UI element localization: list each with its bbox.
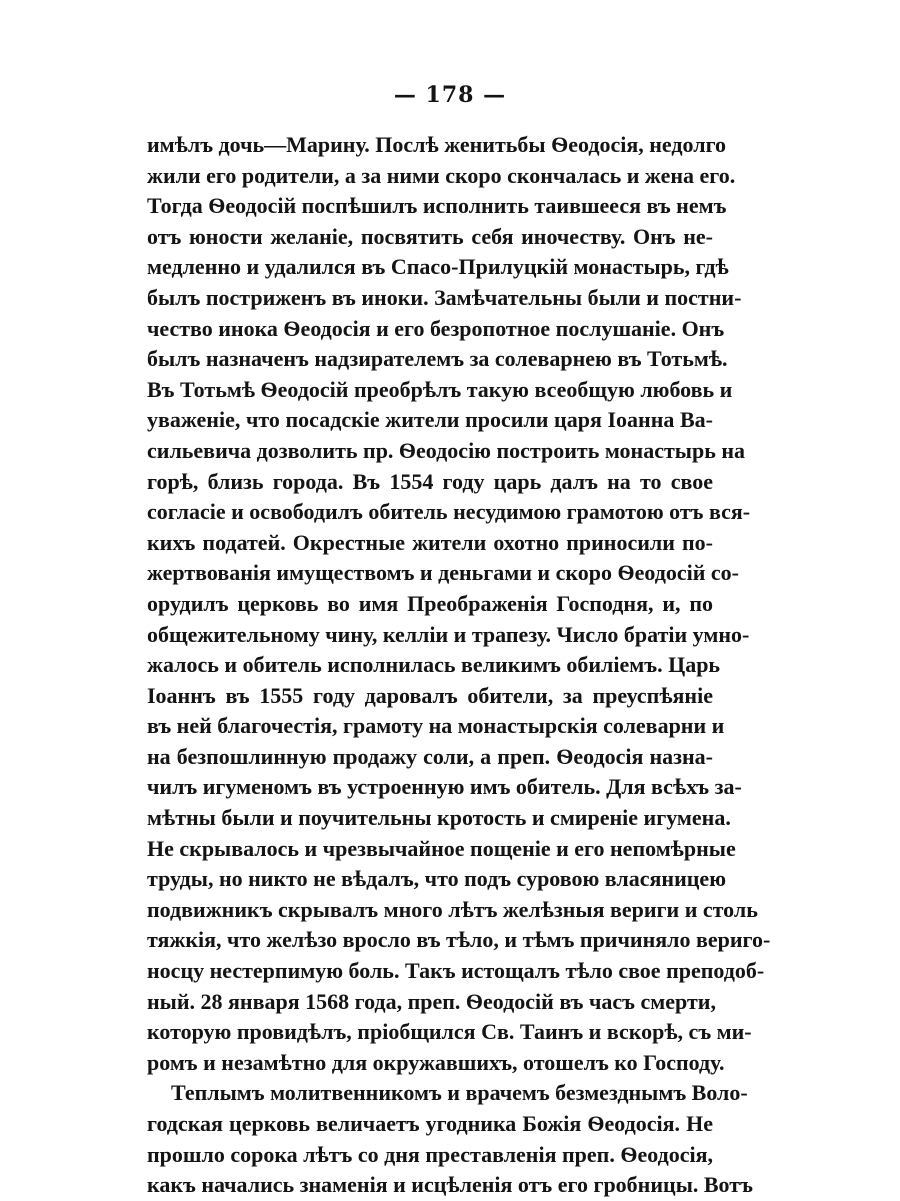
text-line: отъ юности желаніе, посвятить себя иночеству. Онъ не- — [147, 223, 713, 249]
text-line: общежительному чину, келліи и трапезу. Число братіи умно- — [147, 621, 750, 647]
text-line: Іоаннъ въ 1555 году даровалъ обители, за преуспѣяніе — [147, 682, 713, 708]
text-line: прошло сорока лѣтъ со дня преставленія преп. Ѳеодосія, — [147, 1141, 713, 1167]
text-line: горѣ, близь города. Въ 1554 году царь далъ на то свое — [147, 468, 713, 494]
text-line: былъ постриженъ въ иноки. Замѣчательны были и постни- — [147, 284, 742, 310]
text-line: тяжкія, что желѣзо вросло въ тѣло, и тѣмъ причиняло вериго- — [147, 927, 771, 953]
text-line: Не скрывалось и чрезвычайное пощеніе и его непомѣрные — [147, 835, 736, 861]
text-line: ный. 28 января 1568 года, преп. Ѳеодосій въ часъ смерти, — [147, 988, 716, 1014]
text-line: въ ней благочестія, грамоту на монастырскія солеварни и — [147, 713, 725, 739]
page-number: — 178 — — [393, 82, 507, 108]
text-line: жалось и обитель исполнилась великимъ обиліемъ. Царь — [147, 652, 721, 678]
text-line: чилъ игуменомъ въ устроенную имъ обитель. Для всѣхъ за- — [147, 774, 742, 800]
text-line: орудилъ церковь во имя Преображенія Господня, и, по — [147, 590, 713, 616]
body-text — [147, 130, 771, 1201]
text-line: труды, но никто не вѣдалъ, что подъ суровою власяницею — [147, 866, 727, 892]
text-line: уваженіе, что посадскіе жители просили царя Іоанна Ва- — [147, 407, 713, 433]
text-line: сильевича дозволить пр. Ѳеодосію построить монастырь на — [147, 437, 746, 463]
text-line: носцу нестерпимую боль. Такъ истощалъ тѣло свое преподоб- — [147, 958, 765, 984]
text-line: медленно и удалился въ Спасо-Прилуцкій монастырь, гдѣ — [147, 254, 729, 280]
text-line: на безпошлинную продажу соли, а преп. Ѳеодосія назна- — [147, 743, 713, 769]
paragraph-first-line: Теплымъ молитвенникомъ и врачемъ безмезднымъ Воло- — [171, 1080, 748, 1106]
text-line: Тогда Ѳеодосій поспѣшилъ исполнить таившееся въ немъ — [147, 193, 727, 219]
text-line: былъ назначенъ надзирателемъ за солеварнею въ Тотьмѣ. — [147, 346, 728, 372]
text-line: Въ Тотьмѣ Ѳеодосій преобрѣлъ такую всеобщую любовь и — [147, 376, 733, 402]
text-line: жили его родители, а за ними скоро скончалась и жена его. — [147, 162, 736, 188]
text-line: подвижникъ скрывалъ много лѣтъ желѣзныя вериги и столь — [147, 896, 758, 922]
text-line: кихъ податей. Окрестные жители охотно приносили по- — [147, 529, 713, 555]
text-line: чество инока Ѳеодосія и его безропотное послушаніе. Онъ — [147, 315, 725, 341]
text-line: мѣтны были и поучительны кротость и смиреніе игумена. — [147, 805, 731, 831]
text-line: согласіе и освободилъ обитель несудимою грамотою отъ вся- — [147, 499, 751, 525]
text-line: которую провидѣлъ, пріобщился Св. Таинъ и вскорѣ, съ ми- — [147, 1019, 752, 1045]
text-line: жертвованія имуществомъ и деньгами и скоро Ѳеодосій со- — [147, 560, 740, 586]
text-line: какъ начались знаменія и исцѣленія отъ его гробницы. Вотъ — [147, 1172, 753, 1198]
text-line: годская церковь величаетъ угодника Божія Ѳеодосія. Не — [147, 1111, 713, 1136]
text-line: имѣлъ дочь—Марину. Послѣ женитьбы Ѳеодосія, недолго — [147, 132, 727, 157]
text-line: ромъ и незамѣтно для окружавшихъ, отошелъ ко Господу. — [147, 1049, 725, 1075]
